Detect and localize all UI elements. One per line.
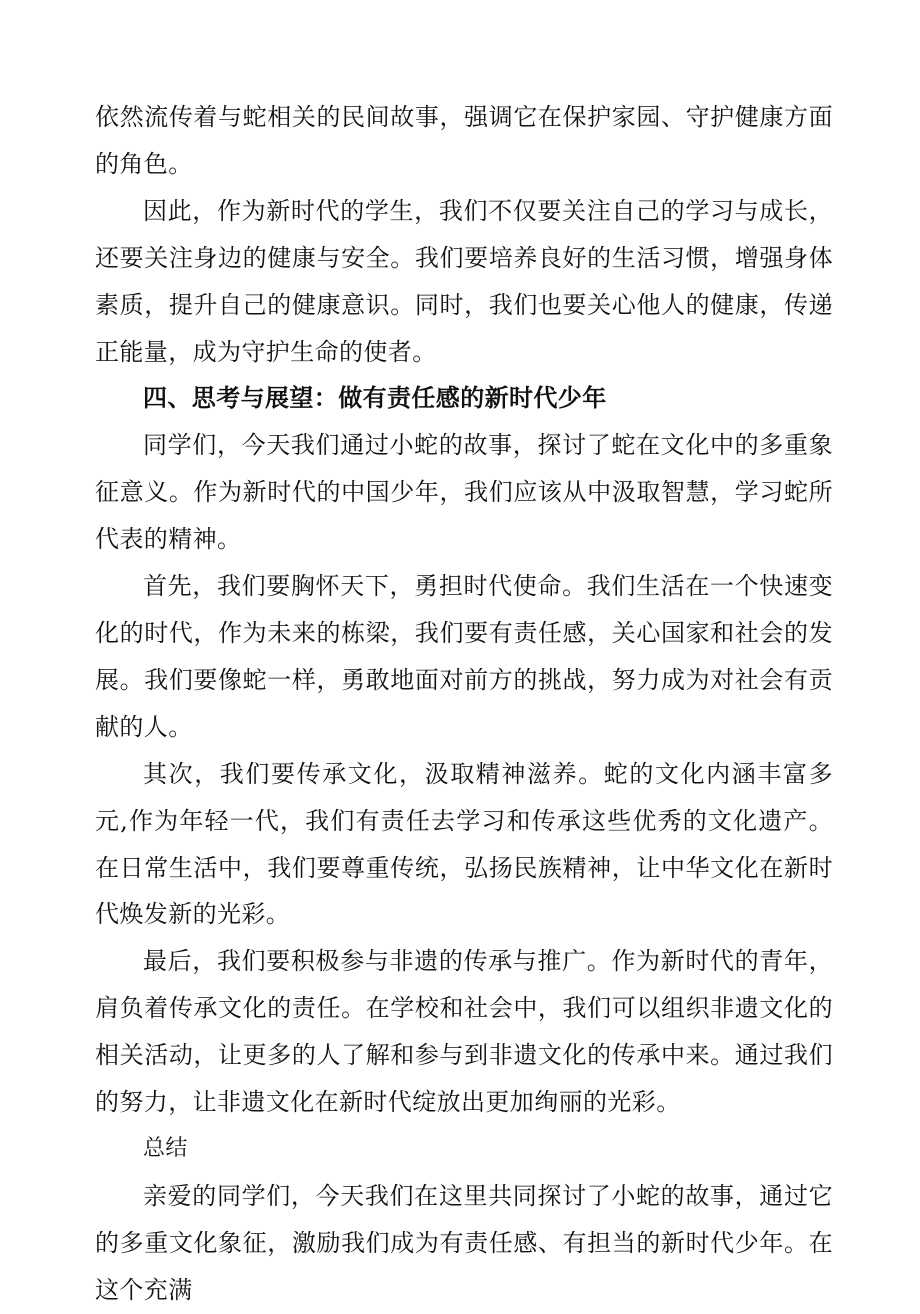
paragraph-health-awareness: 因此，作为新时代的学生，我们不仅要关注自己的学习与成长，还要关注身边的健康与安全。我们要培养良好的生活习惯，增强身体素质，提升自己的健康意识。同时，我们也要关心他人的健康，传递正能量，成为守护生命的使者。	[95, 196, 833, 366]
summary-heading: 总结	[143, 1135, 188, 1161]
section-heading-four: 四、思考与展望：做有责任感的新时代少年	[143, 384, 607, 413]
paragraph-snake-symbolism: 同学们，今天我们通过小蛇的故事，探讨了蛇在文化中的多重象征意义。作为新时代的中国少年，我们应该从中汲取智慧，学习蛇所代表的精神。	[95, 431, 833, 554]
paragraph-second-point: 其次，我们要传承文化，汲取精神滋养。蛇的文化内涵丰富多元,作为年轻一代，我们有责任去学习和传承这些优秀的文化遗产。在日常生活中，我们要尊重传统，弘扬民族精神，让中华文化在新时代焕发新的光彩。	[95, 759, 833, 929]
document-body	[95, 94, 833, 1314]
paragraph-first-point: 首先，我们要胸怀天下，勇担时代使命。我们生活在一个快速变化的时代，作为未来的栋梁，我们要有责任感，关心国家和社会的发展。我们要像蛇一样，勇敢地面对前方的挑战，努力成为对社会有贡献的人。	[95, 572, 833, 741]
paragraph-continued: 依然流传着与蛇相关的民间故事，强调它在保护家园、守护健康方面的角色。	[95, 103, 833, 178]
paragraph-summary: 亲爱的同学们，今天我们在这里共同探讨了小蛇的故事，通过它的多重文化象征，激励我们成为有责任感、有担当的新时代少年。在这个充满	[95, 1181, 833, 1304]
paragraph-third-point: 最后，我们要积极参与非遗的传承与推广。作为新时代的青年，肩负着传承文化的责任。在学校和社会中，我们可以组织非遗文化的相关活动，让更多的人了解和参与到非遗文化的传承中来。通过我们的努力，让非遗文化在新时代绽放出更加绚丽的光彩。	[95, 947, 833, 1117]
